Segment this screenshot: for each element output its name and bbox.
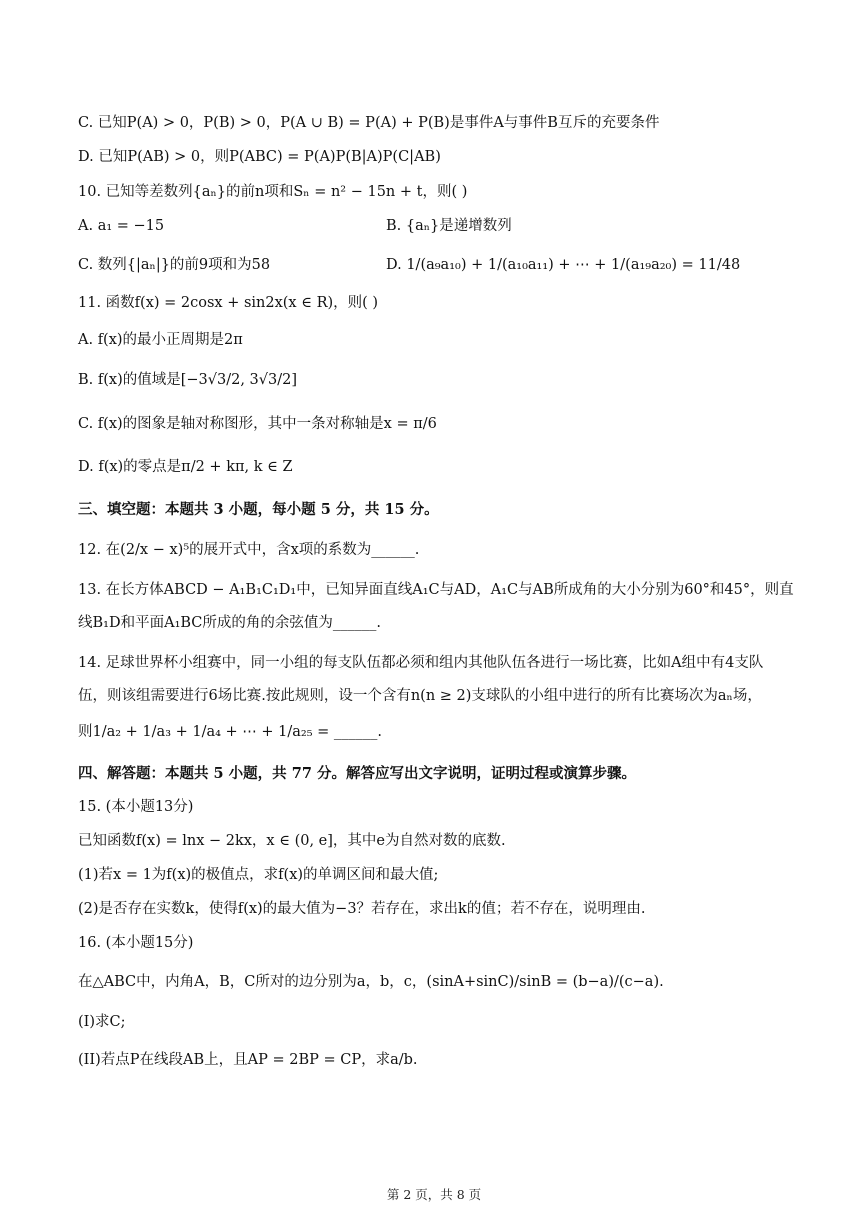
question-10: 10. 已知等差数列{aₙ}的前n项和Sₙ = n² − 15n + t，则( ) xyxy=(78,184,468,200)
question-15-stem: 已知函数f(x) = lnx − 2kx，x ∈ (0, e]，其中e为自然对数的底数. xyxy=(78,833,506,849)
question-12: 12. 在(2/x − x)⁵的展开式中，含x项的系数为______. xyxy=(78,542,420,558)
option-10a: A. a₁ = −15 xyxy=(78,218,165,234)
question-15-part2: (2)是否存在实数k，使得f(x)的最大值为−3？若存在，求出k的值；若不存在，说明理由. xyxy=(78,901,646,917)
question-16-header: 16. (本小题15分) xyxy=(78,935,194,951)
question-14-line1: 14. 足球世界杯小组赛中，同一小组的每支队伍都必须和组内其他队伍各进行一场比赛，比如A组中有4支队 xyxy=(78,655,764,671)
option-11b: B. f(x)的值域是[−3√3/2, 3√3/2] xyxy=(78,372,298,388)
page-footer: 第 2 页，共 8 页 xyxy=(386,1187,482,1202)
question-15-part1: (1)若x = 1为f(x)的极值点，求f(x)的单调区间和最大值; xyxy=(78,867,439,883)
option-10b: B. {aₙ}是递增数列 xyxy=(386,218,512,234)
option-10d: D. 1/(a₉a₁₀) + 1/(a₁₀a₁₁) + ⋯ + 1/(a₁₉a₂₀) = 11/48 xyxy=(386,257,741,273)
option-10c: C. 数列{|aₙ|}的前9项和为58 xyxy=(78,257,271,273)
question-14-line3: 则1/a₂ + 1/a₃ + 1/a₄ + ⋯ + 1/a₂₅ = ______. xyxy=(78,724,383,740)
question-14-line2: 伍，则该组需要进行6场比赛.按此规则，设一个含有n(n ≥ 2)支球队的小组中进行的所有比赛场次为aₙ场， xyxy=(78,688,762,704)
question-13-line1: 13. 在长方体ABCD − A₁B₁C₁D₁中，已知异面直线A₁C与AD，A₁C与AB所成角的大小分别为60°和45°，则直 xyxy=(78,582,794,598)
question-15-header: 15. (本小题13分) xyxy=(78,799,194,815)
question-11: 11. 函数f(x) = 2cosx + sin2x(x ∈ R)，则( ) xyxy=(78,295,379,311)
option-11a: A. f(x)的最小正周期是2π xyxy=(78,332,243,348)
option-11d: D. f(x)的零点是π/2 + kπ, k ∈ Z xyxy=(78,459,293,475)
question-16-stem: 在△ABC中，内角A，B，C所对的边分别为a，b，c，(sinA+sinC)/sinB = (b−a)/(c−a). xyxy=(78,974,664,990)
option-11c: C. f(x)的图象是轴对称图形，其中一条对称轴是x = π/6 xyxy=(78,416,437,432)
option-9c: C. 已知P(A) > 0，P(B) > 0，P(A ∪ B) = P(A) + P(B)是事件A与事件B互斥的充要条件 xyxy=(78,115,660,131)
section-4-heading: 四、解答题：本题共 5 小题，共 77 分。解答应写出文字说明，证明过程或演算步骤。 xyxy=(78,765,636,782)
section-3-heading: 三、填空题：本题共 3 小题，每小题 5 分，共 15 分。 xyxy=(78,501,439,518)
question-13-line2: 线B₁D和平面A₁BC所成的角的余弦值为______. xyxy=(78,615,382,631)
question-16-part1: (I)求C; xyxy=(78,1014,126,1030)
option-9d: D. 已知P(AB) > 0，则P(ABC) = P(A)P(B|A)P(C|AB) xyxy=(78,149,441,165)
question-16-part2: (II)若点P在线段AB上，且AP = 2BP = CP，求a/b. xyxy=(78,1052,418,1068)
